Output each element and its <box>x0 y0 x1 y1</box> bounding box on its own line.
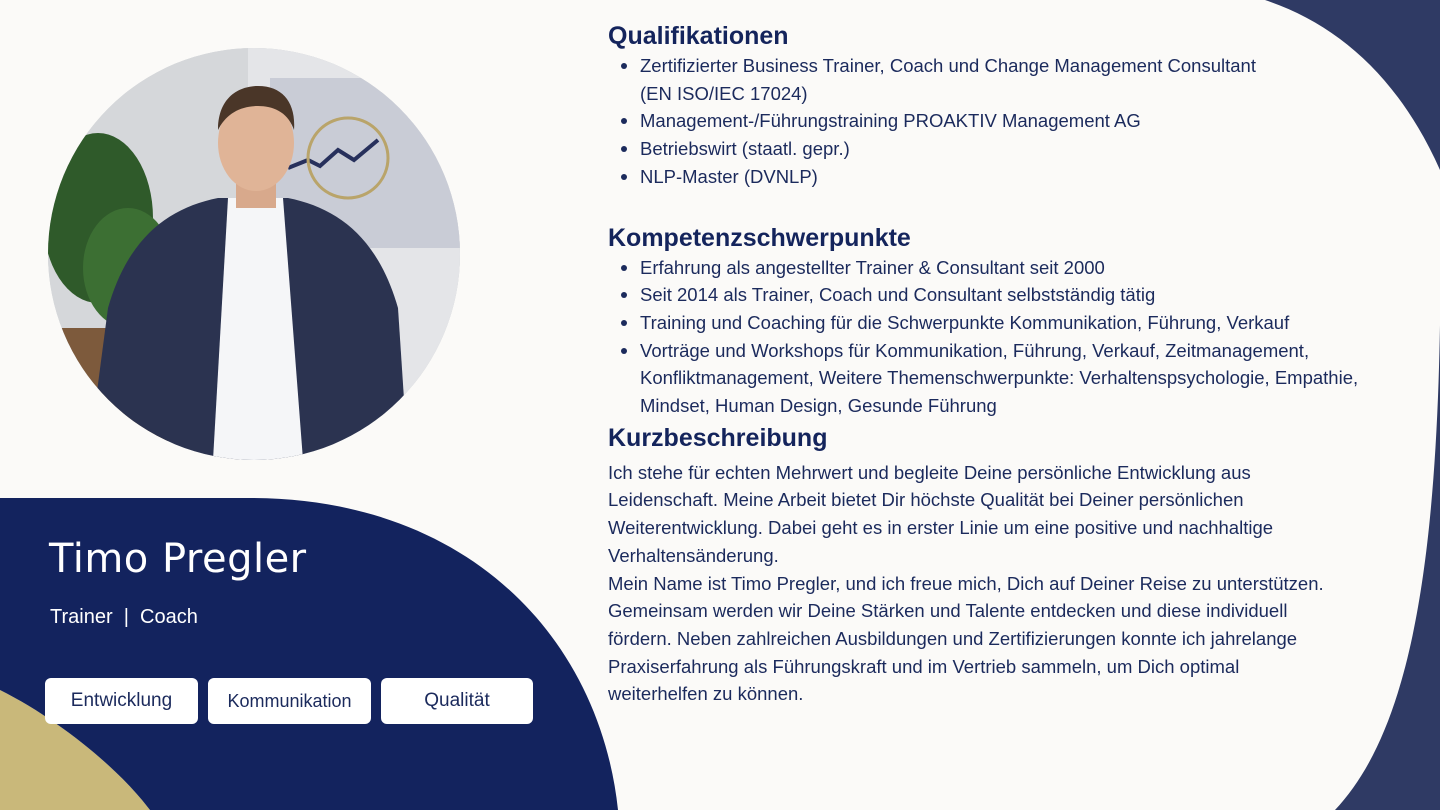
kompetenzen-list <box>608 254 1408 420</box>
tag-entwicklung[interactable]: Entwicklung <box>45 678 198 724</box>
list-item: Erfahrung als angestellter Trainer & Consultant seit 2000 <box>640 254 1408 282</box>
kurzbeschreibung-paragraph-1: Ich stehe für echten Mehrwert und begleite Deine persönliche Entwicklung aus Leidenschaft. Meine Arbeit bietet Dir höchste Qualität bei Deiner persönlichen Weiterentwicklung. Dabei geht es in erster Linie um eine positive und nachhaltige Verhaltensänderung. <box>608 461 1274 566</box>
tag-qualitaet[interactable]: Qualität <box>381 678 533 724</box>
person-name: Timo Pregler <box>49 536 307 582</box>
list-item: Zertifizierter Business Trainer, Coach und Change Management Consultant (EN ISO/IEC 17024) <box>640 52 1260 107</box>
kurzbeschreibung-title: Kurzbeschreibung <box>608 423 828 452</box>
kurzbeschreibung-paragraph-2: Mein Name ist Timo Pregler, und ich freue mich, Dich auf Deiner Reise zu unterstützen. Gemeinsam werden wir Deine Stärken und Talente entdecken und diese individuell fördern. Neben zahlreichen Ausbildungen und Zertifizierungen konnte ich jahrelange Praxiserfahrung als Führungskraft und im Vertrieb sammeln, um Dich optimal weiterhelfen zu können. <box>608 572 1324 705</box>
list-item: NLP-Master (DVNLP) <box>640 163 1408 191</box>
list-item: Management-/Führungstraining PROAKTIV Management AG <box>640 107 1408 135</box>
list-item: Vorträge und Workshops für Kommunikation, Führung, Verkauf, Zeitmanagement, Konfliktmanagement, Weitere Themenschwerpunkte: Verhaltenspsychologie, Empathie, Mindset, Human Design, Gesunde Führung <box>640 337 1390 420</box>
list-item: Seit 2014 als Trainer, Coach und Consultant selbstständig tätig <box>640 281 1408 309</box>
list-item: Betriebswirt (staatl. gepr.) <box>640 135 1408 163</box>
profile-photo <box>48 48 460 460</box>
person-role: Trainer | Coach <box>50 606 198 628</box>
content-column <box>608 20 1408 708</box>
kompetenzen-title: Kompetenzschwerpunkte <box>608 223 911 252</box>
tag-kommunikation[interactable]: Kommunikation <box>208 678 371 724</box>
qualifikationen-list <box>608 52 1408 191</box>
qualifikationen-title: Qualifikationen <box>608 22 789 50</box>
list-item: Training und Coaching für die Schwerpunkte Kommunikation, Führung, Verkauf <box>640 309 1340 337</box>
